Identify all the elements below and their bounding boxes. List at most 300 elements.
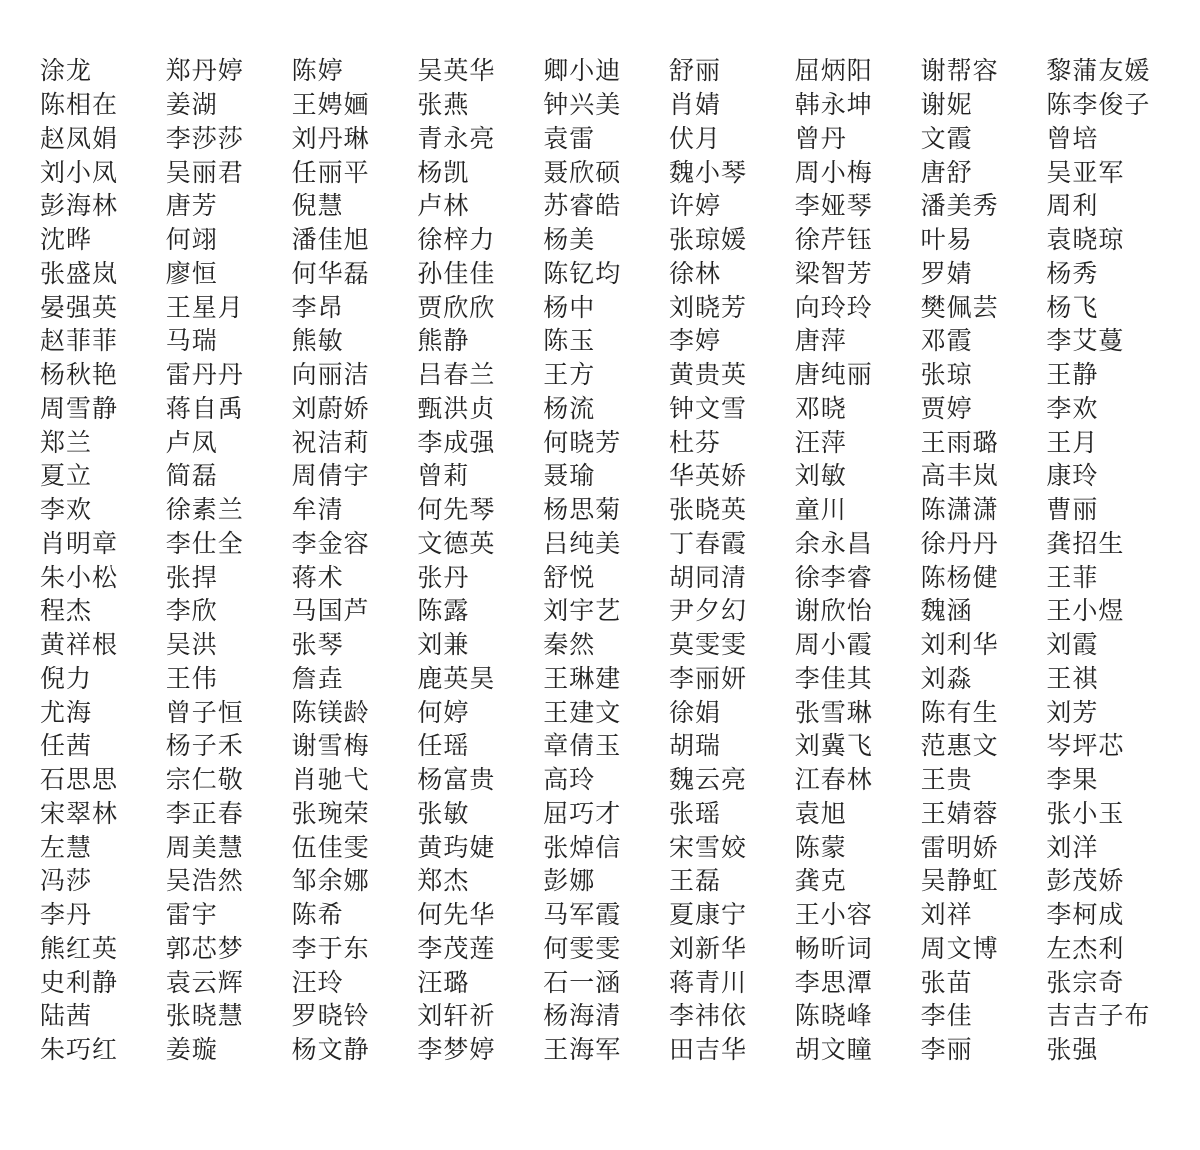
name-cell: 周雪静 xyxy=(40,393,119,423)
name-cell: 肖婧 xyxy=(668,90,721,120)
name-cell: 钟文雪 xyxy=(668,393,747,423)
name-row xyxy=(40,324,1180,358)
name-cell: 杨秀 xyxy=(1046,258,1099,288)
name-cell: 杨秋艳 xyxy=(40,360,119,390)
name-cell: 王磊 xyxy=(668,866,721,896)
name-cell: 李果 xyxy=(1046,765,1099,795)
name-cell: 丁春霞 xyxy=(668,528,747,558)
name-cell: 刘冀飞 xyxy=(794,731,873,761)
name-cell: 袁云辉 xyxy=(165,967,244,997)
name-cell: 马国芦 xyxy=(291,596,370,626)
name-cell: 吴英华 xyxy=(417,56,496,86)
name-cell: 张苗 xyxy=(920,967,973,997)
name-cell: 肖驰弋 xyxy=(291,765,370,795)
name-cell: 朱巧红 xyxy=(40,1035,119,1065)
name-cell: 简磊 xyxy=(165,461,218,491)
name-cell: 张晓英 xyxy=(668,495,747,525)
name-cell: 范惠文 xyxy=(920,731,999,761)
name-row xyxy=(40,662,1180,696)
name-cell: 朱小松 xyxy=(40,562,119,592)
name-cell: 曹丽 xyxy=(1046,495,1099,525)
name-cell: 陈婷 xyxy=(291,56,344,86)
name-cell: 李莎莎 xyxy=(165,123,244,153)
name-cell: 李正春 xyxy=(165,798,244,828)
name-cell: 舒丽 xyxy=(668,56,721,86)
name-cell: 刘轩祈 xyxy=(417,1001,496,1031)
name-cell: 郑杰 xyxy=(417,866,470,896)
name-cell: 刘利华 xyxy=(920,630,999,660)
name-cell: 唐芳 xyxy=(165,191,218,221)
name-cell: 刘新华 xyxy=(668,933,747,963)
name-cell: 陈杨健 xyxy=(920,562,999,592)
name-cell: 李成强 xyxy=(417,427,496,457)
name-cell: 谢欣怡 xyxy=(794,596,873,626)
name-cell: 徐素兰 xyxy=(165,495,244,525)
name-cell: 刘淼 xyxy=(920,663,973,693)
name-cell: 刘丹琳 xyxy=(291,123,370,153)
name-cell: 祝洁莉 xyxy=(291,427,370,457)
name-cell: 王星月 xyxy=(165,292,244,322)
name-cell: 伏月 xyxy=(668,123,721,153)
name-cell: 陈镁龄 xyxy=(291,697,370,727)
name-cell: 刘宇艺 xyxy=(543,596,622,626)
name-row xyxy=(40,459,1180,493)
name-row xyxy=(40,358,1180,392)
name-cell: 李昂 xyxy=(291,292,344,322)
name-cell: 张捍 xyxy=(165,562,218,592)
name-cell: 岑坪芯 xyxy=(1046,731,1125,761)
name-cell: 杨流 xyxy=(543,393,596,423)
name-row xyxy=(40,189,1180,223)
name-cell: 李佳 xyxy=(920,1001,973,1031)
name-cell: 刘霞 xyxy=(1046,630,1099,660)
name-cell: 李婷 xyxy=(668,326,721,356)
name-cell: 魏云亮 xyxy=(668,765,747,795)
name-cell: 向玲玲 xyxy=(794,292,873,322)
name-cell: 卢凤 xyxy=(165,427,218,457)
name-cell: 倪力 xyxy=(40,663,93,693)
name-cell: 王静 xyxy=(1046,360,1099,390)
name-cell: 廖恒 xyxy=(165,258,218,288)
name-cell: 文霞 xyxy=(920,123,973,153)
name-cell: 张瑶 xyxy=(668,798,721,828)
name-cell: 畅昕词 xyxy=(794,933,873,963)
name-row xyxy=(40,1033,1180,1067)
name-cell: 贾婷 xyxy=(920,393,973,423)
name-cell: 李茂莲 xyxy=(417,933,496,963)
name-cell: 宋翠林 xyxy=(40,798,119,828)
name-cell: 周倩宇 xyxy=(291,461,370,491)
name-cell: 邹余娜 xyxy=(291,866,370,896)
name-cell: 唐纯丽 xyxy=(794,360,873,390)
name-cell: 陈希 xyxy=(291,900,344,930)
name-list-grid xyxy=(40,54,1180,1067)
name-cell: 王小煜 xyxy=(1046,596,1125,626)
name-cell: 蒋术 xyxy=(291,562,344,592)
name-cell: 赵菲菲 xyxy=(40,326,119,356)
name-row xyxy=(40,290,1180,324)
name-cell: 李丽妍 xyxy=(668,663,747,693)
name-cell: 程杰 xyxy=(40,596,93,626)
name-cell: 钟兴美 xyxy=(543,90,622,120)
name-cell: 吴丽君 xyxy=(165,157,244,187)
name-cell: 晏强英 xyxy=(40,292,119,322)
name-cell: 苏睿皓 xyxy=(543,191,622,221)
name-cell: 舒悦 xyxy=(543,562,596,592)
name-cell: 徐娟 xyxy=(668,697,721,727)
name-cell: 余永昌 xyxy=(794,528,873,558)
name-cell: 胡文瞳 xyxy=(794,1035,873,1065)
name-cell: 张琴 xyxy=(291,630,344,660)
name-cell: 向丽洁 xyxy=(291,360,370,390)
name-cell: 雷宇 xyxy=(165,900,218,930)
name-cell: 卿小迪 xyxy=(543,56,622,86)
name-cell: 黄祥根 xyxy=(40,630,119,660)
name-cell: 郑兰 xyxy=(40,427,93,457)
name-cell: 刘祥 xyxy=(920,900,973,930)
name-cell: 曾培 xyxy=(1046,123,1099,153)
name-cell: 聂欣硕 xyxy=(543,157,622,187)
name-cell: 夏康宁 xyxy=(668,900,747,930)
name-cell: 童川 xyxy=(794,495,847,525)
name-row xyxy=(40,155,1180,189)
name-cell: 伍佳雯 xyxy=(291,832,370,862)
name-row xyxy=(40,88,1180,122)
name-cell: 刘洋 xyxy=(1046,832,1099,862)
name-cell: 尤海 xyxy=(40,697,93,727)
name-cell: 龚招生 xyxy=(1046,528,1125,558)
name-cell: 杨子禾 xyxy=(165,731,244,761)
name-cell: 陈露 xyxy=(417,596,470,626)
name-cell: 文德英 xyxy=(417,528,496,558)
name-cell: 夏立 xyxy=(40,461,93,491)
name-cell: 高玲 xyxy=(543,765,596,795)
name-cell: 杨思菊 xyxy=(543,495,622,525)
name-row xyxy=(40,729,1180,763)
name-cell: 杨海清 xyxy=(543,1001,622,1031)
name-cell: 樊佩芸 xyxy=(920,292,999,322)
name-cell: 曾丹 xyxy=(794,123,847,153)
name-cell: 吴静虹 xyxy=(920,866,999,896)
name-cell: 徐林 xyxy=(668,258,721,288)
name-cell: 杨凯 xyxy=(417,157,470,187)
name-cell: 曾子恒 xyxy=(165,697,244,727)
name-cell: 韩永坤 xyxy=(794,90,873,120)
name-cell: 陈蒙 xyxy=(794,832,847,862)
name-cell: 张琼媛 xyxy=(668,225,747,255)
name-cell: 张晓慧 xyxy=(165,1001,244,1031)
name-cell: 陈潇潇 xyxy=(920,495,999,525)
name-cell: 王小容 xyxy=(794,900,873,930)
name-cell: 鹿英昊 xyxy=(417,663,496,693)
name-cell: 黄玙婕 xyxy=(417,832,496,862)
name-row xyxy=(40,493,1180,527)
name-cell: 熊红英 xyxy=(40,933,119,963)
name-cell: 蒋自禹 xyxy=(165,393,244,423)
name-cell: 彭茂娇 xyxy=(1046,866,1125,896)
name-cell: 李欢 xyxy=(1046,393,1099,423)
name-cell: 沈晔 xyxy=(40,225,93,255)
name-cell: 李丽 xyxy=(920,1035,973,1065)
name-cell: 彭海林 xyxy=(40,191,119,221)
name-cell: 康玲 xyxy=(1046,461,1099,491)
name-cell: 杨富贵 xyxy=(417,765,496,795)
name-cell: 田吉华 xyxy=(668,1035,747,1065)
name-cell: 黎蒲友媛 xyxy=(1046,56,1151,86)
name-row xyxy=(40,763,1180,797)
name-cell: 徐梓力 xyxy=(417,225,496,255)
name-cell: 姜璇 xyxy=(165,1035,218,1065)
name-row xyxy=(40,257,1180,291)
name-cell: 任瑶 xyxy=(417,731,470,761)
name-row xyxy=(40,223,1180,257)
name-cell: 周美慧 xyxy=(165,832,244,862)
name-cell: 任丽平 xyxy=(291,157,370,187)
name-cell: 何雯雯 xyxy=(543,933,622,963)
name-cell: 王祺 xyxy=(1046,663,1099,693)
name-cell: 张小玉 xyxy=(1046,798,1125,828)
name-cell: 郑丹婷 xyxy=(165,56,244,86)
name-cell: 高丰岚 xyxy=(920,461,999,491)
name-row xyxy=(40,560,1180,594)
name-cell: 徐丹丹 xyxy=(920,528,999,558)
name-cell: 李艾蔓 xyxy=(1046,326,1125,356)
name-cell: 陈晓峰 xyxy=(794,1001,873,1031)
name-cell: 史利静 xyxy=(40,967,119,997)
name-cell: 王贵 xyxy=(920,765,973,795)
name-cell: 王菲 xyxy=(1046,562,1099,592)
name-cell: 陈钇均 xyxy=(543,258,622,288)
name-cell: 王月 xyxy=(1046,427,1099,457)
name-cell: 宗仁敬 xyxy=(165,765,244,795)
name-cell: 张丹 xyxy=(417,562,470,592)
name-cell: 左慧 xyxy=(40,832,93,862)
name-cell: 李金容 xyxy=(291,528,370,558)
name-cell: 张强 xyxy=(1046,1035,1099,1065)
name-cell: 章倩玉 xyxy=(543,731,622,761)
name-row xyxy=(40,594,1180,628)
name-cell: 谢帮容 xyxy=(920,56,999,86)
name-cell: 卢林 xyxy=(417,191,470,221)
name-cell: 李佳其 xyxy=(794,663,873,693)
name-cell: 汪萍 xyxy=(794,427,847,457)
name-row xyxy=(40,122,1180,156)
name-cell: 熊敏 xyxy=(291,326,344,356)
name-cell: 黄贵英 xyxy=(668,360,747,390)
name-cell: 蒋青川 xyxy=(668,967,747,997)
name-cell: 吴洪 xyxy=(165,630,218,660)
name-cell: 杨美 xyxy=(543,225,596,255)
name-cell: 王婧蓉 xyxy=(920,798,999,828)
name-row xyxy=(40,830,1180,864)
name-cell: 莫雯雯 xyxy=(668,630,747,660)
name-cell: 李欢 xyxy=(40,495,93,525)
name-cell: 杜芬 xyxy=(668,427,721,457)
name-cell: 青永亮 xyxy=(417,123,496,153)
name-cell: 贾欣欣 xyxy=(417,292,496,322)
name-cell: 陈有生 xyxy=(920,697,999,727)
name-cell: 龚克 xyxy=(794,866,847,896)
name-cell: 唐舒 xyxy=(920,157,973,187)
name-cell: 徐李睿 xyxy=(794,562,873,592)
name-cell: 李于东 xyxy=(291,933,370,963)
name-cell: 谢雪梅 xyxy=(291,731,370,761)
name-cell: 吕春兰 xyxy=(417,360,496,390)
name-cell: 杨中 xyxy=(543,292,596,322)
name-cell: 吉吉子布 xyxy=(1046,1001,1151,1031)
name-cell: 张雪琳 xyxy=(794,697,873,727)
name-cell: 吴亚军 xyxy=(1046,157,1125,187)
name-cell: 胡瑞 xyxy=(668,731,721,761)
name-cell: 周利 xyxy=(1046,191,1099,221)
name-cell: 胡同清 xyxy=(668,562,747,592)
name-cell: 罗晓铃 xyxy=(291,1001,370,1031)
name-cell: 谢妮 xyxy=(920,90,973,120)
name-row xyxy=(40,527,1180,561)
name-cell: 屈巧才 xyxy=(543,798,622,828)
name-cell: 李欣 xyxy=(165,596,218,626)
name-cell: 李柯成 xyxy=(1046,900,1125,930)
name-cell: 张焯信 xyxy=(543,832,622,862)
name-row xyxy=(40,628,1180,662)
name-row xyxy=(40,425,1180,459)
name-row xyxy=(40,797,1180,831)
name-cell: 李梦婷 xyxy=(417,1035,496,1065)
name-cell: 周小霞 xyxy=(794,630,873,660)
name-cell: 张盛岚 xyxy=(40,258,119,288)
name-cell: 张燕 xyxy=(417,90,470,120)
name-cell: 雷丹丹 xyxy=(165,360,244,390)
name-cell: 张敏 xyxy=(417,798,470,828)
name-cell: 陆茜 xyxy=(40,1001,93,1031)
name-cell: 张宗奇 xyxy=(1046,967,1125,997)
name-cell: 魏小琴 xyxy=(668,157,747,187)
name-cell: 何翊 xyxy=(165,225,218,255)
name-cell: 牟清 xyxy=(291,495,344,525)
name-cell: 袁晓琼 xyxy=(1046,225,1125,255)
name-cell: 徐芹钰 xyxy=(794,225,873,255)
name-cell: 石一涵 xyxy=(543,967,622,997)
name-cell: 袁旭 xyxy=(794,798,847,828)
name-cell: 王方 xyxy=(543,360,596,390)
name-cell: 王建文 xyxy=(543,697,622,727)
name-cell: 梁智芳 xyxy=(794,258,873,288)
name-cell: 李仕全 xyxy=(165,528,244,558)
name-cell: 汪璐 xyxy=(417,967,470,997)
name-cell: 唐萍 xyxy=(794,326,847,356)
name-cell: 江春林 xyxy=(794,765,873,795)
name-cell: 李祎依 xyxy=(668,1001,747,1031)
name-row xyxy=(40,54,1180,88)
name-cell: 周文博 xyxy=(920,933,999,963)
name-cell: 雷明娇 xyxy=(920,832,999,862)
name-cell: 马瑞 xyxy=(165,326,218,356)
name-cell: 刘敏 xyxy=(794,461,847,491)
name-cell: 邓霞 xyxy=(920,326,973,356)
name-row xyxy=(40,965,1180,999)
name-cell: 任茜 xyxy=(40,731,93,761)
name-cell: 熊静 xyxy=(417,326,470,356)
name-cell: 吴浩然 xyxy=(165,866,244,896)
name-cell: 马军霞 xyxy=(543,900,622,930)
name-cell: 张琼 xyxy=(920,360,973,390)
name-cell: 袁雷 xyxy=(543,123,596,153)
name-cell: 王伟 xyxy=(165,663,218,693)
name-cell: 刘晓芳 xyxy=(668,292,747,322)
name-cell: 屈炳阳 xyxy=(794,56,873,86)
name-cell: 陈玉 xyxy=(543,326,596,356)
name-cell: 郭芯梦 xyxy=(165,933,244,963)
name-cell: 孙佳佳 xyxy=(417,258,496,288)
name-cell: 王琳建 xyxy=(543,663,622,693)
name-row xyxy=(40,695,1180,729)
name-row xyxy=(40,864,1180,898)
name-cell: 李思潭 xyxy=(794,967,873,997)
name-cell: 詹垚 xyxy=(291,663,344,693)
name-cell: 王雨璐 xyxy=(920,427,999,457)
name-cell: 甄洪贞 xyxy=(417,393,496,423)
name-cell: 赵凤娟 xyxy=(40,123,119,153)
name-cell: 肖明章 xyxy=(40,528,119,558)
name-cell: 何晓芳 xyxy=(543,427,622,457)
name-cell: 潘美秀 xyxy=(920,191,999,221)
name-cell: 魏涵 xyxy=(920,596,973,626)
name-cell: 冯莎 xyxy=(40,866,93,896)
name-cell: 秦然 xyxy=(543,630,596,660)
name-cell: 汪玲 xyxy=(291,967,344,997)
name-row xyxy=(40,999,1180,1033)
name-row xyxy=(40,898,1180,932)
name-cell: 王娉婳 xyxy=(291,90,370,120)
name-cell: 刘芳 xyxy=(1046,697,1099,727)
name-cell: 石思思 xyxy=(40,765,119,795)
name-cell: 周小梅 xyxy=(794,157,873,187)
name-cell: 罗婧 xyxy=(920,258,973,288)
name-cell: 刘兼 xyxy=(417,630,470,660)
name-cell: 陈李俊子 xyxy=(1046,90,1151,120)
name-cell: 邓晓 xyxy=(794,393,847,423)
name-cell: 何婷 xyxy=(417,697,470,727)
name-cell: 曾莉 xyxy=(417,461,470,491)
name-cell: 王海军 xyxy=(543,1035,622,1065)
name-cell: 聂瑜 xyxy=(543,461,596,491)
name-cell: 左杰利 xyxy=(1046,933,1125,963)
name-cell: 彭娜 xyxy=(543,866,596,896)
name-cell: 许婷 xyxy=(668,191,721,221)
name-cell: 何华磊 xyxy=(291,258,370,288)
name-row xyxy=(40,392,1180,426)
name-cell: 陈相在 xyxy=(40,90,119,120)
name-cell: 杨飞 xyxy=(1046,292,1099,322)
name-cell: 姜湖 xyxy=(165,90,218,120)
name-cell: 叶易 xyxy=(920,225,973,255)
name-cell: 杨文静 xyxy=(291,1035,370,1065)
name-row xyxy=(40,932,1180,966)
name-cell: 涂龙 xyxy=(40,56,93,86)
name-cell: 尹夕幻 xyxy=(668,596,747,626)
name-cell: 潘佳旭 xyxy=(291,225,370,255)
name-cell: 李娅琴 xyxy=(794,191,873,221)
name-cell: 吕纯美 xyxy=(543,528,622,558)
name-cell: 张琬荣 xyxy=(291,798,370,828)
name-cell: 华英娇 xyxy=(668,461,747,491)
name-cell: 刘蔚娇 xyxy=(291,393,370,423)
name-cell: 宋雪姣 xyxy=(668,832,747,862)
name-cell: 何先华 xyxy=(417,900,496,930)
name-cell: 刘小凤 xyxy=(40,157,119,187)
name-cell: 何先琴 xyxy=(417,495,496,525)
name-cell: 倪慧 xyxy=(291,191,344,221)
